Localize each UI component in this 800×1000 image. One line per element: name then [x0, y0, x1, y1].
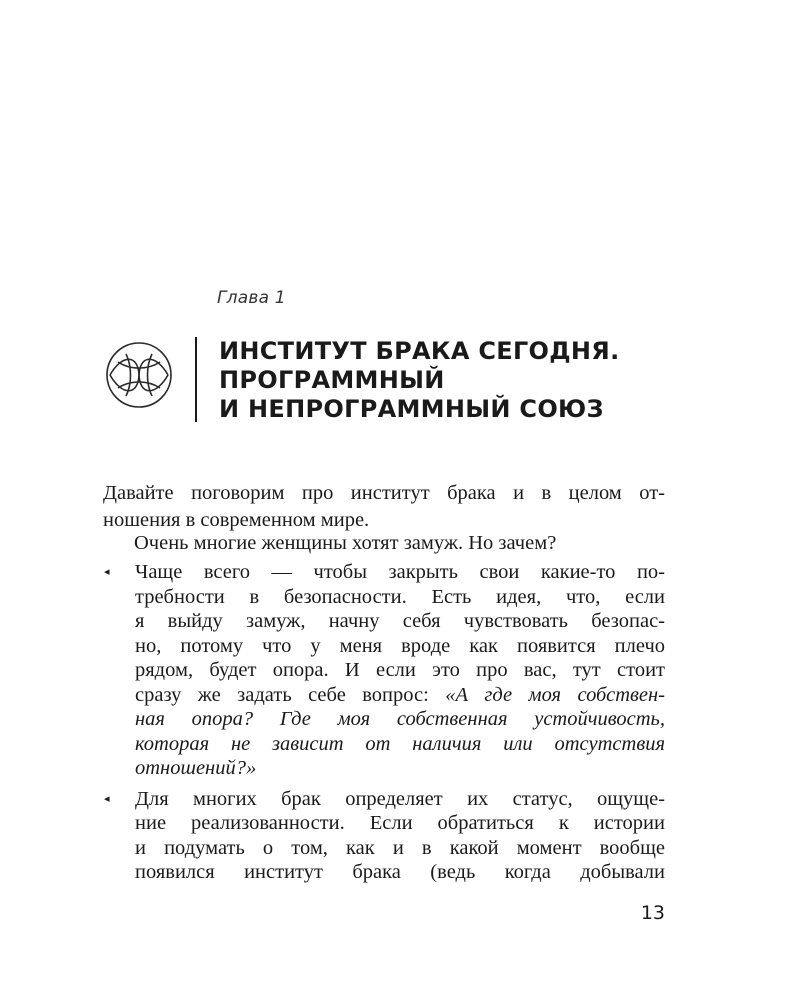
bullet-triangle-icon: ◂ — [104, 566, 110, 578]
title-divider — [195, 337, 197, 422]
bullet-1-line-3: я выйду замуж, начну себя чувствовать безопас- — [135, 610, 665, 632]
bullet-1-italic-line-3: отношений?» — [135, 757, 257, 779]
chapter-title-line-3: И НЕПРОГРАММНЫЙ СОЮЗ — [219, 395, 604, 423]
intro-line-1: Давайте поговорим про институт брака и в целом от- — [103, 482, 665, 504]
bullet-triangle-icon: ◂ — [104, 792, 110, 805]
bullet-1-italic-line-1: ная опора? Где моя собственная устойчивость, — [135, 708, 665, 730]
bullet-1-line-5: рядом, будет опора. И если это про вас, тут стоит — [135, 659, 665, 681]
bullet-2-line-2: ние реализованности. Если обратиться к истории — [135, 812, 665, 834]
chapter-title-line-2: ПРОГРАММНЫЙ — [219, 366, 445, 394]
bullet-2-line-4: появился институт брака (ведь когда добывали — [135, 861, 665, 883]
bullet-1-line-6-plain: сразу же задать себе вопрос: — [135, 683, 446, 706]
bullet-2-line-1: Для многих брак определяет их статус, ощуще- — [135, 787, 665, 810]
indent-paragraph: Очень многие женщины хотят замуж. Но зачем? — [134, 532, 557, 554]
bullet-list — [103, 560, 665, 891]
chapter-label: Глава 1 — [217, 288, 286, 308]
bullet-1-italic-line-2: которая не зависит от наличия или отсутствия — [135, 732, 665, 755]
bullet-2-line-3: и подумать о том, как и в какой момент вообще — [135, 836, 665, 859]
knot-ornament-icon — [104, 340, 174, 410]
intro-paragraph — [103, 480, 665, 534]
bullet-1-line-2: требности в безопасности. Есть идея, что, если — [135, 585, 665, 608]
chapter-title — [219, 337, 739, 424]
page-number: 13 — [640, 902, 665, 924]
chapter-title-line-1: ИНСТИТУТ БРАКА СЕГОДНЯ. — [219, 337, 620, 365]
bullet-item-safety — [103, 560, 665, 781]
bullet-1-line-6-italic: «А где моя собствен- — [445, 683, 665, 706]
bullet-1-line-6 — [135, 683, 665, 708]
bullet-item-status — [103, 787, 665, 885]
intro-line-2: ношения в современном мире. — [103, 509, 370, 531]
bullet-1-line-1: Чаще всего — чтобы закрыть свои какие-то по- — [135, 561, 665, 583]
bullet-1-line-4: но, потому что у меня вроде как появится плечо — [135, 634, 665, 657]
